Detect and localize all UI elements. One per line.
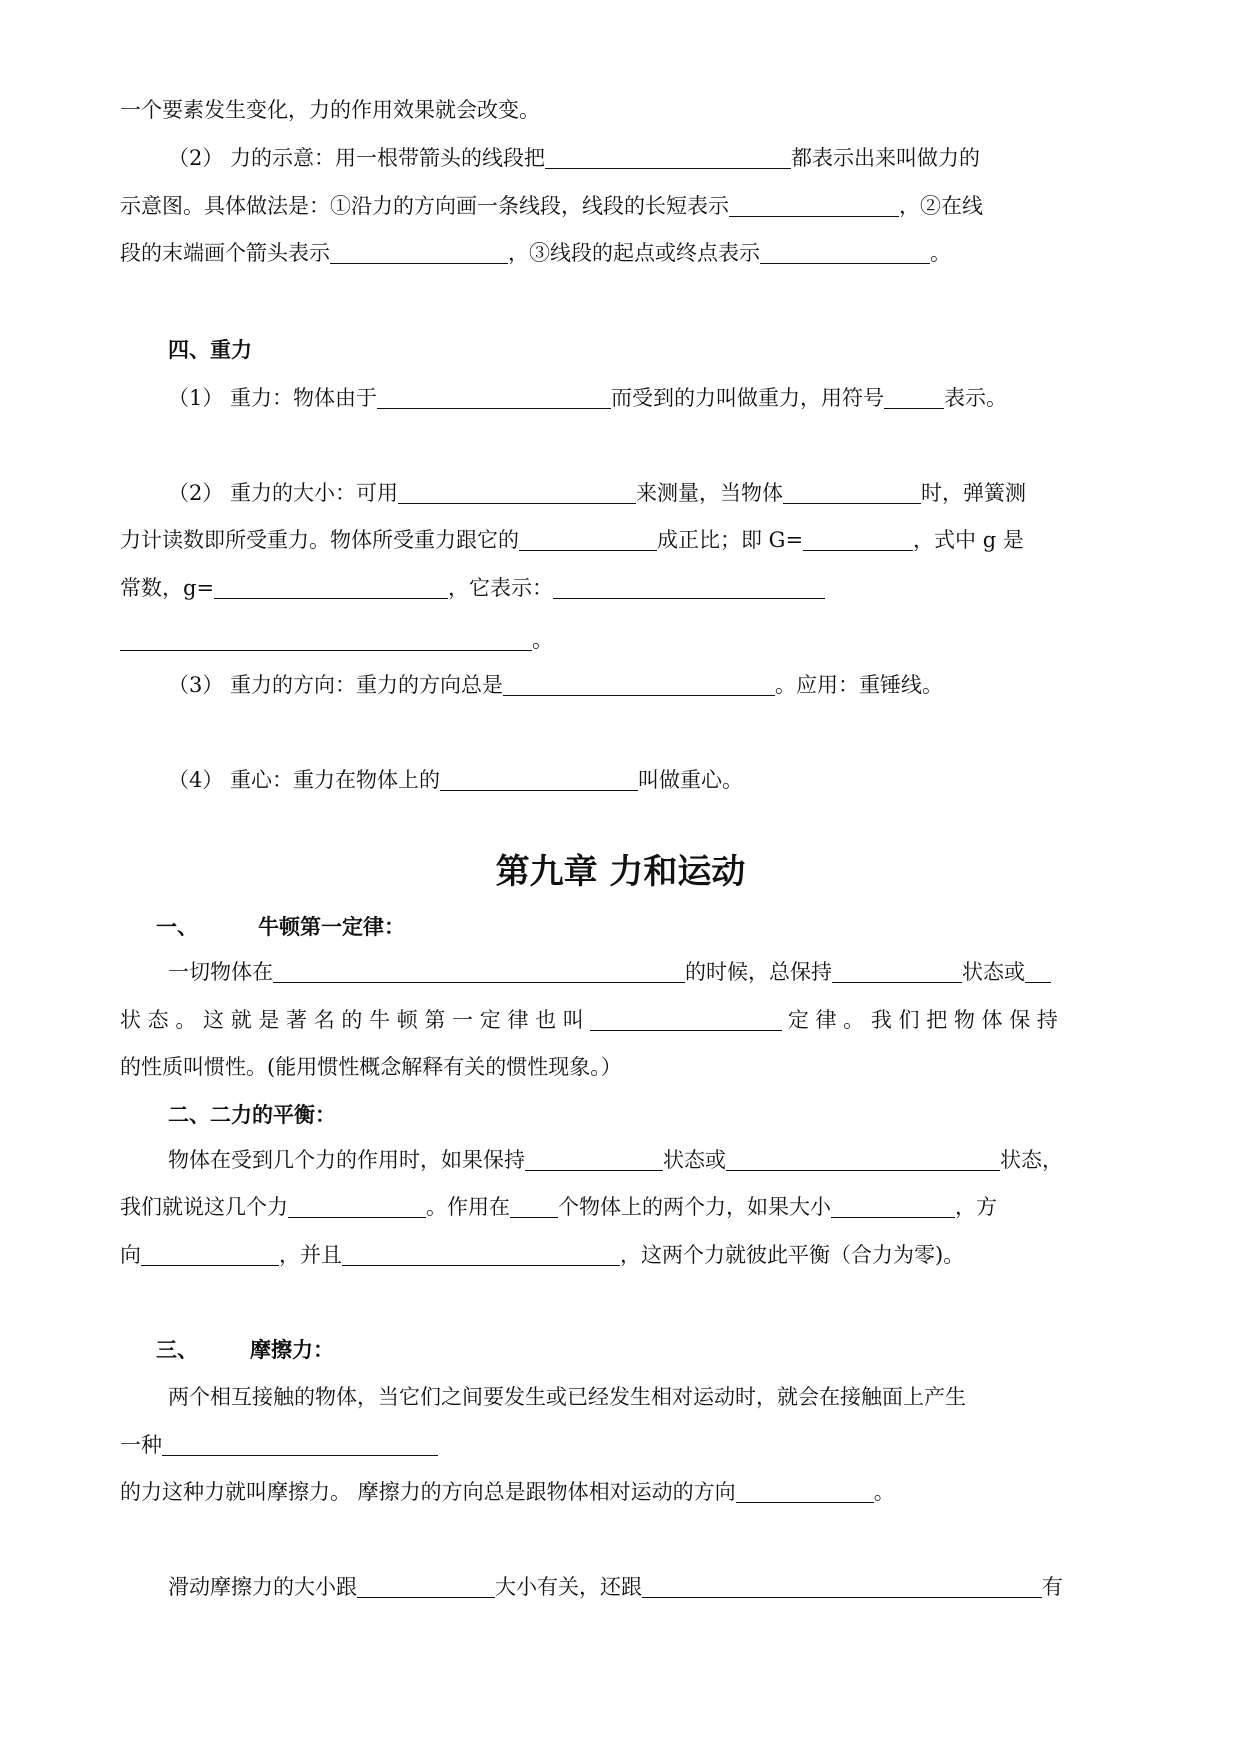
text: （2） 力的示意：用一根带箭头的线段把 bbox=[168, 146, 546, 170]
text: 定 律 。 我 们 把 物 体 保 持 bbox=[787, 1008, 1058, 1032]
newton-line-3 bbox=[120, 1052, 622, 1082]
text: 力计读数即所受重力。物体所受重力跟它的 bbox=[120, 528, 519, 552]
text: 大小有关，还跟 bbox=[495, 1575, 642, 1599]
section-heading-gravity bbox=[168, 335, 252, 365]
text: 个物体上的两个力，如果大小 bbox=[558, 1195, 831, 1219]
text: 状态或 bbox=[962, 960, 1025, 984]
text: ，它表示： bbox=[448, 576, 554, 600]
text-line bbox=[120, 95, 540, 125]
fill-in-blank[interactable] bbox=[510, 1195, 558, 1218]
fill-in-blank[interactable] bbox=[440, 768, 638, 791]
text: ，式中 g 是 bbox=[913, 528, 1024, 552]
fill-in-blank[interactable] bbox=[342, 1243, 620, 1266]
schematic-line-1 bbox=[168, 143, 980, 173]
fill-in-blank[interactable] bbox=[377, 386, 611, 409]
fill-in-blank[interactable] bbox=[162, 1433, 438, 1456]
text: 状态或 bbox=[663, 1148, 726, 1172]
fill-in-blank[interactable] bbox=[141, 1243, 279, 1266]
text: ，②在线 bbox=[899, 194, 983, 218]
text: （1） 重力：物体由于 bbox=[168, 386, 378, 410]
text: 。 bbox=[532, 628, 553, 652]
text: 一个要素发生变化，力的作用效果就会改变。 bbox=[120, 98, 540, 122]
fill-in-blank[interactable] bbox=[642, 1575, 1042, 1598]
text: （3） 重力的方向：重力的方向总是 bbox=[168, 673, 504, 697]
text: ，方 bbox=[955, 1195, 997, 1219]
chapter-title: 第九章 力和运动 bbox=[495, 852, 746, 892]
gravity-line-4 bbox=[120, 573, 825, 603]
balance-line-1 bbox=[168, 1145, 1063, 1175]
heading-text: 摩擦力： bbox=[250, 1338, 334, 1362]
heading-text: 二、二力的平衡： bbox=[168, 1103, 336, 1127]
fill-in-blank[interactable] bbox=[729, 194, 899, 217]
gravity-line-7 bbox=[168, 765, 743, 795]
fill-in-blank[interactable] bbox=[503, 673, 775, 696]
text: ，这两个力就彼此平衡（合力为零)。 bbox=[620, 1243, 965, 1267]
text: 而受到的力叫做重力，用符号 bbox=[611, 386, 885, 410]
text: 都表示出来叫做力的 bbox=[791, 146, 981, 170]
friction-line-2 bbox=[120, 1430, 438, 1460]
text: 。 bbox=[930, 241, 951, 265]
text: 一切物体在 bbox=[168, 960, 273, 984]
gravity-line-2 bbox=[168, 478, 1026, 508]
text: 两个相互接触的物体，当它们之间要发生或已经发生相对运动时，就会在接触面上产生 bbox=[168, 1385, 966, 1409]
newton-line-2 bbox=[120, 1005, 1058, 1035]
section-heading-friction bbox=[156, 1335, 334, 1365]
fill-in-blank[interactable] bbox=[803, 528, 913, 551]
text: （4） 重心：重力在物体上的 bbox=[168, 768, 441, 792]
text: 来测量，当物体 bbox=[636, 481, 784, 505]
schematic-line-2 bbox=[120, 191, 983, 221]
fill-in-blank[interactable] bbox=[832, 960, 962, 983]
balance-line-3 bbox=[120, 1240, 964, 1270]
friction-line-4 bbox=[168, 1572, 1063, 1602]
fill-in-blank[interactable] bbox=[736, 1480, 874, 1503]
text: 一种 bbox=[120, 1433, 162, 1457]
friction-line-3 bbox=[120, 1477, 895, 1507]
text: 物体在受到几个力的作用时，如果保持 bbox=[168, 1148, 525, 1172]
text: 有 bbox=[1042, 1575, 1063, 1599]
text: 的性质叫惯性。(能用惯性概念解释有关的惯性现象。） bbox=[120, 1055, 622, 1079]
fill-in-blank[interactable] bbox=[288, 1195, 426, 1218]
text: 段的末端画个箭头表示 bbox=[120, 241, 330, 265]
heading-text: 四、重力 bbox=[168, 338, 252, 362]
gravity-line-5 bbox=[120, 625, 553, 655]
text: 的时候，总保持 bbox=[685, 960, 832, 984]
gravity-line-6 bbox=[168, 670, 943, 700]
fill-in-blank[interactable] bbox=[1025, 960, 1051, 983]
section-heading-balance bbox=[168, 1100, 336, 1130]
fill-in-blank[interactable] bbox=[831, 1195, 955, 1218]
heading-number: 三、 bbox=[156, 1338, 198, 1362]
fill-in-blank[interactable] bbox=[525, 1148, 663, 1171]
fill-in-blank[interactable] bbox=[760, 241, 930, 264]
newton-line-1 bbox=[168, 957, 1051, 987]
fill-in-blank[interactable] bbox=[330, 241, 508, 264]
fill-in-blank[interactable] bbox=[273, 960, 685, 983]
fill-in-blank[interactable] bbox=[120, 628, 532, 651]
gravity-line-1 bbox=[168, 383, 1007, 413]
section-heading-newton bbox=[156, 912, 405, 942]
text: 时，弹簧测 bbox=[921, 481, 1027, 505]
text: 成正比；即 G= bbox=[657, 528, 804, 552]
balance-line-2 bbox=[120, 1192, 997, 1222]
schematic-line-3 bbox=[120, 238, 951, 268]
text: 叫做重心。 bbox=[638, 768, 744, 792]
text: 滑动摩擦力的大小跟 bbox=[168, 1575, 357, 1599]
text: 向 bbox=[120, 1243, 141, 1267]
text: 。应用：重锤线。 bbox=[775, 673, 944, 697]
text: 示意图。具体做法是：①沿力的方向画一条线段，线段的长短表示 bbox=[120, 194, 729, 218]
text: 表示。 bbox=[944, 386, 1008, 410]
fill-in-blank[interactable] bbox=[553, 576, 825, 599]
text: 的力这种力就叫摩擦力。 摩擦力的方向总是跟物体相对运动的方向 bbox=[120, 1480, 736, 1504]
fill-in-blank[interactable] bbox=[357, 1575, 495, 1598]
fill-in-blank[interactable] bbox=[214, 576, 448, 599]
text: ，并且 bbox=[279, 1243, 342, 1267]
text: 状态， bbox=[1000, 1148, 1063, 1172]
heading-number: 一、 bbox=[156, 915, 198, 939]
fill-in-blank[interactable] bbox=[590, 1008, 782, 1031]
text: ，③线段的起点或终点表示 bbox=[508, 241, 760, 265]
friction-line-1 bbox=[168, 1382, 966, 1412]
text: 我们就说这几个力 bbox=[120, 1195, 288, 1219]
text: 常数，g= bbox=[120, 576, 215, 600]
fill-in-blank[interactable] bbox=[726, 1148, 1000, 1171]
fill-in-blank[interactable] bbox=[783, 481, 921, 504]
fill-in-blank[interactable] bbox=[545, 146, 791, 169]
text: 。 bbox=[873, 1480, 895, 1504]
fill-in-blank[interactable] bbox=[884, 386, 944, 409]
text: 。作用在 bbox=[426, 1195, 510, 1219]
text: 状 态 。 这 就 是 著 名 的 牛 顿 第 一 定 律 也 叫 bbox=[120, 1008, 584, 1032]
text: （2） 重力的大小：可用 bbox=[168, 481, 399, 505]
gravity-line-3 bbox=[120, 525, 1024, 555]
fill-in-blank[interactable] bbox=[398, 481, 636, 504]
heading-text: 牛顿第一定律： bbox=[258, 915, 405, 939]
fill-in-blank[interactable] bbox=[519, 528, 657, 551]
